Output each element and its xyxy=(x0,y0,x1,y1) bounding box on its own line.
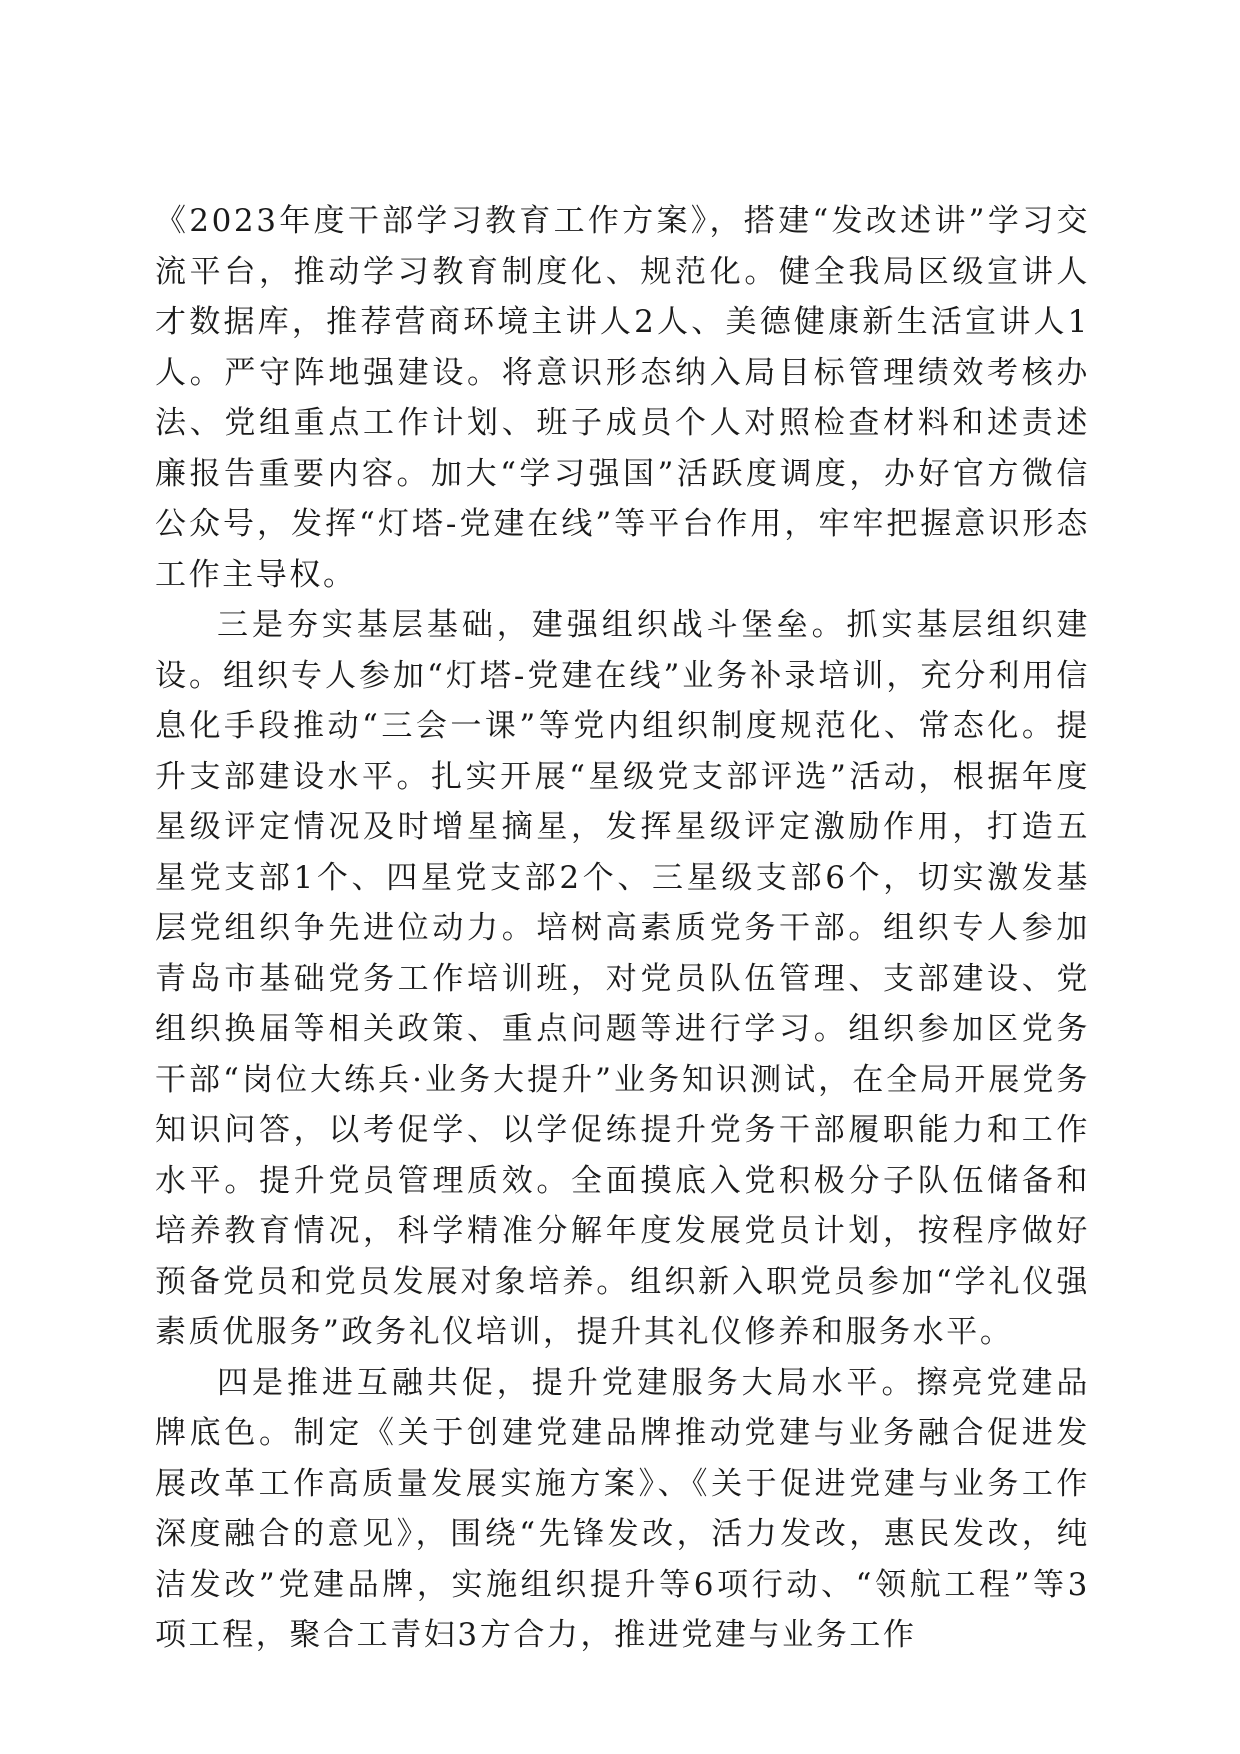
paragraph-grassroots-foundation: 三是夯实基层基础，建强组织战斗堡垒。抓实基层组织建设。组织专人参加“灯塔-党建在线”业务补录培训，充分利用信息化手段推动“三会一课”等党内组织制度规范化、常态化。提升支部建设水平。扎实开展“星级党支部评选”活动，根据年度星级评定情况及时增星摘星，发挥星级评定激励作用，打造五星党支部1个、四星党支部2个、三星级支部6个，切实激发基层党组织争先进位动力。培树高素质党务干部。组织专人参加青岛市基础党务工作培训班，对党员队伍管理、支部建设、党组织换届等相关政策、重点问题等进行学习。组织参加区党务干部“岗位大练兵·业务大提升”业务知识测试，在全局开展党务知识问答，以考促学、以学促练提升党务干部履职能力和工作水平。提升党员管理质效。全面摸底入党积极分子队伍储备和培养教育情况，科学精准分解年度发展党员计划，按程序做好预备党员和党员发展对象培养。组织新入职党员参加“学礼仪强素质优服务”政务礼仪培训，提升其礼仪修养和服务水平。 xyxy=(155,607,1090,1350)
document-body xyxy=(155,196,1090,1661)
paragraph-learning-education: 《2023年度干部学习教育工作方案》，搭建“发改述讲”学习交流平台，推动学习教育制度化、规范化。健全我局区级宣讲人才数据库，推荐营商环境主讲人2人、美德健康新生活宣讲人1人。严守阵地强建设。将意识形态纳入局目标管理绩效考核办法、党组重点工作计划、班子成员个人对照检查材料和述责述廉报告重要内容。加大“学习强国”活跃度调度，办好官方微信公众号，发挥“灯塔-党建在线”等平台作用，牢牢把握意识形态工作主导权。 xyxy=(155,203,1090,593)
paragraph-integration-promotion: 四是推进互融共促，提升党建服务大局水平。擦亮党建品牌底色。制定《关于创建党建品牌推动党建与业务融合促进发展改革工作高质量发展实施方案》、《关于促进党建与业务工作深度融合的意见》，围绕“先锋发改，活力发改，惠民发改，纯洁发改”党建品牌，实施组织提升等6项行动、“领航工程”等3项工程，聚合工青妇3方合力，推进党建与业务工作 xyxy=(155,1364,1090,1653)
